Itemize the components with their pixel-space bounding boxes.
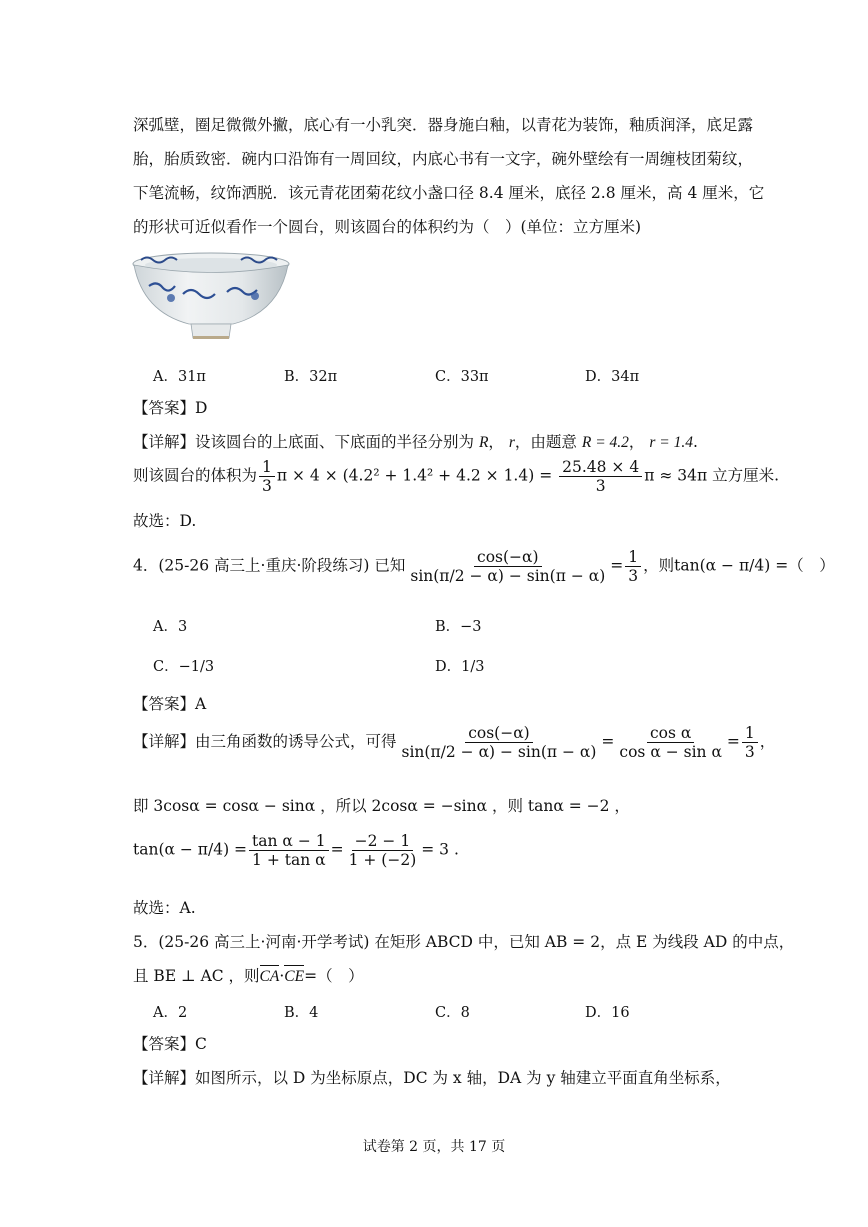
q3-one-third-den: 3 bbox=[262, 477, 272, 495]
q4-conclusion: 故选：A. bbox=[133, 899, 196, 917]
q3-option-c: C．33π bbox=[435, 369, 489, 385]
q4-given-den: sin(π/2 − α) − sin(π − α) bbox=[410, 567, 606, 585]
q4-detail-frac-e-den: 1 + (−2) bbox=[348, 851, 417, 869]
q3-conclusion: 故选：D. bbox=[133, 512, 197, 530]
q3-volume-line bbox=[133, 458, 779, 495]
q4-detail-frac-a-den: sin(π/2 − α) − sin(π − α) bbox=[401, 743, 597, 761]
intro-line-1: 深弧壁，圈足微微外撇，底心有一小乳突．器身施白釉，以青花为装饰，釉质润泽，底足露 bbox=[133, 116, 754, 134]
q3-R-value: R = 4.2 bbox=[581, 434, 629, 451]
q5-vector-CA: CA bbox=[259, 968, 280, 985]
intro-line-4: 的形状可近似看作一个圆台，则该圆台的体积约为（ ）(单位：立方厘米) bbox=[133, 218, 642, 236]
q4-given-fraction bbox=[407, 548, 608, 585]
q5-option-a: A．2 bbox=[153, 1005, 188, 1021]
q4-given-value bbox=[625, 548, 641, 585]
q4-detail-line-3: tan(α − π/4) = $\frac{\text{tan α − 1}}{\text{1 + tan α}}$ = $\frac{-2 - 1}{1 + (-2)}$ = 3 . bbox=[133, 832, 459, 869]
q4-detail-frac-d-num: tan α − 1 bbox=[249, 832, 329, 851]
q4-given-num: cos(−α) bbox=[474, 548, 542, 567]
q5-answer: 【答案】C bbox=[133, 1035, 207, 1053]
q4-stem-prefix: 4．(25-26 高三上·重庆·阶段练习) 已知 bbox=[133, 556, 406, 575]
q5-stem-prefix: 且 BE ⊥ AC ，则 bbox=[133, 967, 260, 985]
q5-detail: 【详解】如图所示，以 D 为坐标原点，DC 为 x 轴，DA 为 y 轴建立平面直角坐标系， bbox=[133, 1069, 731, 1087]
q4-detail-frac-b bbox=[616, 724, 725, 761]
q3-volume-tail: π ≈ 34π 立方厘米. bbox=[644, 466, 779, 485]
q3-option-d: D．34π bbox=[585, 369, 640, 385]
q3-symbol-R: R bbox=[478, 434, 489, 451]
q5-option-d: D．16 bbox=[585, 1005, 630, 1021]
q4-detail-line-2: 即 3cosα = cosα − sinα ，所以 2cosα = −sinα ，则 tanα = −2 ， bbox=[133, 797, 630, 815]
q4-detail-frac-a-num: cos(−α) bbox=[465, 724, 533, 743]
q5-stem-tail: =（ ） bbox=[304, 967, 364, 985]
intro-line-2: 胎，胎质致密．碗内口沿饰有一周回纹，内底心书有一文字，碗外壁绘有一周缠枝团菊纹， bbox=[133, 150, 754, 168]
q3-detail-tail: ，由题意 bbox=[514, 433, 577, 451]
q3-volume-prefix: 则该圆台的体积为 bbox=[133, 466, 258, 485]
q5-vector-CE: CE bbox=[284, 968, 305, 985]
q4-detail-frac-a bbox=[399, 724, 600, 761]
q3-one-third bbox=[259, 458, 275, 495]
q4-detail-frac-c bbox=[742, 724, 758, 761]
q3-option-b: B．32π bbox=[284, 369, 338, 385]
q4-option-a: A．3 bbox=[153, 619, 188, 635]
q5-option-b: B．4 bbox=[284, 1005, 319, 1021]
porcelain-bowl-photo bbox=[131, 250, 291, 342]
q3-volume-frac-num: 25.48 × 4 bbox=[559, 458, 642, 477]
q5-stem-line-1: 5．(25-26 高三上·河南·开学考试) 在矩形 ABCD 中，已知 AB = 2，点 E 为线段 AD 的中点， bbox=[133, 933, 795, 951]
q4-detail-frac-b-num: cos α bbox=[647, 724, 694, 743]
q3-volume-fraction bbox=[559, 458, 642, 495]
q4-detail-frac-e bbox=[346, 832, 420, 869]
q4-detail-prefix: 【详解】由三角函数的诱导公式，可得 bbox=[133, 732, 397, 751]
q3-detail-text: 【详解】设该圆台的上底面、下底面的半径分别为 bbox=[133, 433, 475, 451]
q3-volume-frac-den: 3 bbox=[595, 477, 606, 495]
q4-answer: 【答案】A bbox=[133, 695, 207, 713]
q4-detail-line-1: 【详解】由三角函数的诱导公式，可得 $\frac{\cos(-\alpha)}{\sin(\pi/2 - \alpha) - \sin(\pi - \alpha)}$ = $\frac{\text{cos α}}{\text{cos α − sin α}}$ = $\frac{1}{3}$ ， bbox=[133, 724, 776, 761]
q4-detail-frac-c-den: 3 bbox=[744, 743, 755, 761]
q4-option-b: B．−3 bbox=[435, 619, 482, 635]
q5-stem-line-2: 且 BE ⊥ AC ，则CA·CE=（ ） bbox=[133, 967, 364, 985]
q4-detail-tan-lhs: tan(α − π/4) = bbox=[133, 840, 248, 859]
q3-symbol-r: r bbox=[508, 434, 515, 451]
q4-detail-frac-e-num: −2 − 1 bbox=[352, 832, 414, 851]
q4-stem: 4．(25-26 高三上·重庆·阶段练习) 已知 $\frac{\cos(-\alpha)}{\sin(\pi/2 - \alpha) - \sin(\pi - \alpha)}$ = $\frac{1}{3}$ ，则tan(α − π/4) =（ ） bbox=[133, 548, 835, 585]
q4-given-value-num: 1 bbox=[625, 548, 641, 567]
q4-detail-tail: = 3 . bbox=[421, 840, 459, 859]
q3-detail-line-1: 【详解】设该圆台的上底面、下底面的半径分别为 R， r，由题意 R = 4.2， r = 1.4. bbox=[133, 433, 698, 451]
q3-option-a: A．31π bbox=[153, 369, 206, 385]
q4-given-value-den: 3 bbox=[628, 567, 639, 585]
q5-option-c: C．8 bbox=[435, 1005, 470, 1021]
page-footer: 试卷第 2 页，共 17 页 bbox=[362, 1139, 506, 1155]
q3-one-third-num: 1 bbox=[259, 458, 275, 477]
q3-volume-expr: π × 4 × (4.2² + 1.4² + 4.2 × 1.4) = bbox=[276, 466, 553, 485]
q3-r-value: r = 1.4 bbox=[649, 434, 693, 451]
intro-line-3: 下笔流畅，纹饰洒脱．该元青花团菊花纹小盏口径 8.4 厘米，底径 2.8 厘米，高 4 厘米，它 bbox=[133, 184, 765, 202]
q4-stem-mid: ，则 bbox=[643, 556, 675, 575]
q4-detail-frac-b-den: cos α − sin α bbox=[619, 743, 722, 761]
q4-detail-frac-d-den: 1 + tan α bbox=[252, 851, 326, 869]
q4-option-d: D．1/3 bbox=[435, 659, 485, 675]
q4-tan-expr: tan(α − π/4) =（ ） bbox=[674, 556, 835, 575]
q4-option-c: C．−1/3 bbox=[153, 659, 215, 675]
q4-detail-frac-d bbox=[249, 832, 329, 869]
q3-answer: 【答案】D bbox=[133, 399, 208, 417]
q4-detail-frac-c-num: 1 bbox=[742, 724, 758, 743]
